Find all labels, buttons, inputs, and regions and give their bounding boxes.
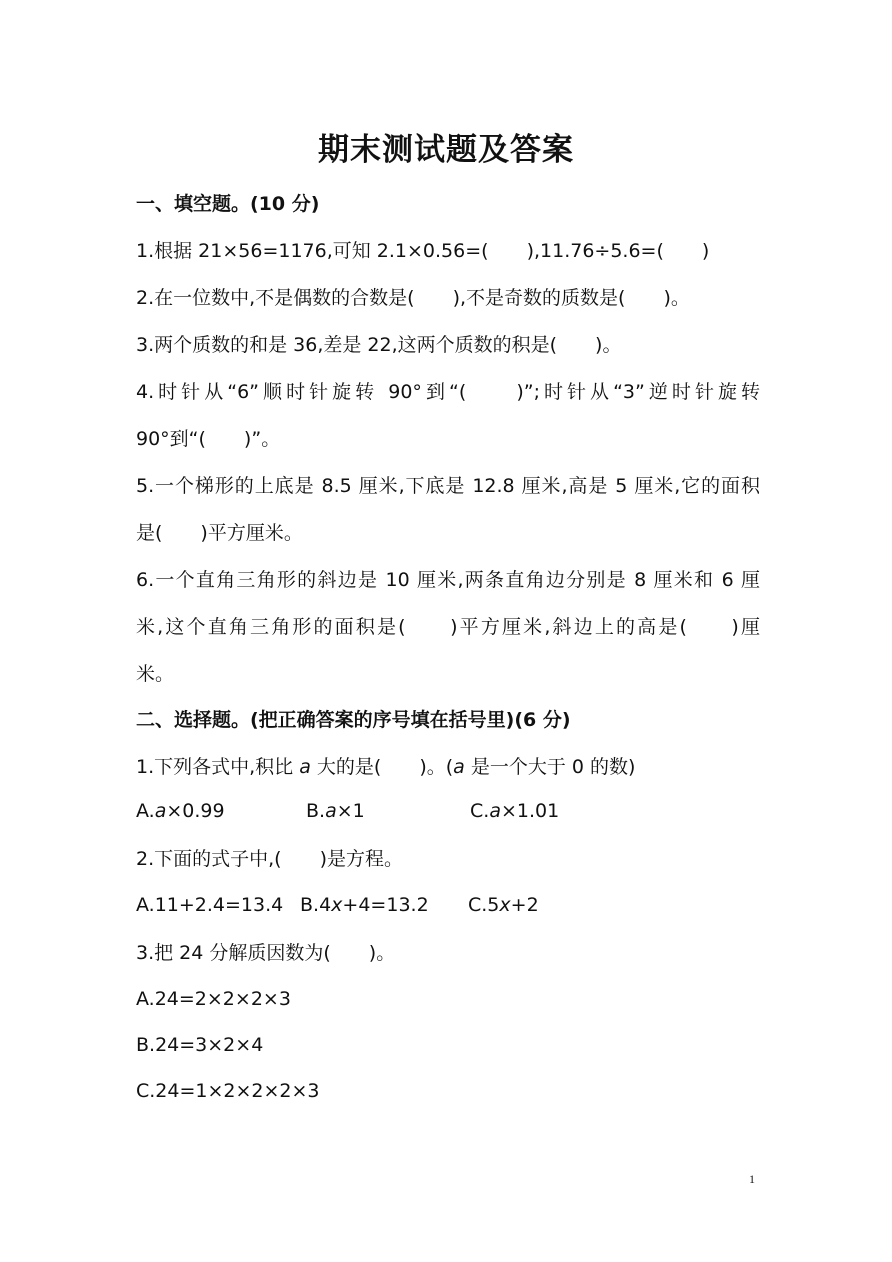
fill-question-3: 3.两个质数的和是 36,差是 22,这两个质数的积是( )。 [136, 334, 622, 356]
option-c-text: +2 [510, 894, 539, 916]
section1-heading: 一、填空题。(10 分) [136, 193, 320, 215]
choice-question-3: 3.把 24 分解质因数为( )。 [136, 942, 396, 964]
variable-a: a [489, 800, 501, 822]
fill-question-5-line-2: 是( )平方厘米。 [136, 522, 303, 544]
option-b-text: ×1 [336, 800, 365, 822]
choice-question-1 [136, 753, 760, 781]
option-c-label: C.5 [468, 894, 500, 916]
page-title: 期末测试题及答案 [318, 132, 574, 168]
variable-x: x [331, 894, 343, 916]
option-a-text: ×0.99 [166, 800, 225, 822]
choice-question-1-text: 大的是( )。( [310, 756, 454, 778]
option-b-label: B. [306, 800, 326, 822]
option-c: C.24=1×2×2×2×3 [136, 1080, 320, 1102]
option-c-label: C. [470, 800, 490, 822]
fill-question-4-line-1: 4.时针从“6”顺时针旋转 90°到“( )”;时针从“3”逆时针旋转 [136, 381, 760, 403]
fill-question-6-line-2: 米,这个直角三角形的面积是( )平方厘米,斜边上的高是( )厘 [136, 616, 760, 638]
choice-question-2: 2.下面的式子中,( )是方程。 [136, 848, 403, 870]
option-b: B.24=3×2×4 [136, 1034, 264, 1056]
choice-question-1-text: 是一个大于 0 的数) [464, 756, 636, 778]
option-b-label: B.4 [300, 894, 332, 916]
variable-x: x [499, 894, 511, 916]
fill-question-6-line-3: 米。 [136, 663, 175, 685]
option-a-label: A. [136, 800, 155, 822]
fill-question-2: 2.在一位数中,不是偶数的合数是( ),不是奇数的质数是( )。 [136, 287, 690, 309]
fill-question-6-line-1: 6.一个直角三角形的斜边是 10 厘米,两条直角边分别是 8 厘米和 6 厘 [136, 569, 760, 591]
option-c [470, 797, 559, 825]
variable-a: a [453, 756, 465, 778]
fill-question-1: 1.根据 21×56=1176,可知 2.1×0.56=( ),11.76÷5.6=( ) [136, 240, 710, 262]
option-c [468, 891, 539, 919]
section2-heading: 二、选择题。(把正确答案的序号填在括号里)(6 分) [136, 709, 571, 731]
variable-a: a [325, 800, 337, 822]
option-a: A.11+2.4=13.4 [136, 894, 284, 916]
option-b [306, 797, 365, 825]
option-a [136, 797, 225, 825]
variable-a: a [299, 756, 311, 778]
page-number: 1 [749, 1172, 755, 1186]
fill-question-4-line-2: 90°到“( )”。 [136, 428, 281, 450]
option-b-text: +4=13.2 [342, 894, 429, 916]
fill-question-5-line-1: 5.一个梯形的上底是 8.5 厘米,下底是 12.8 厘米,高是 5 厘米,它的面积 [136, 475, 760, 497]
option-c-text: ×1.01 [500, 800, 560, 822]
choice-question-1-text: 1.下列各式中,积比 [136, 756, 300, 778]
variable-a: a [154, 800, 167, 822]
option-a: A.24=2×2×2×3 [136, 988, 291, 1010]
option-b [300, 891, 429, 919]
